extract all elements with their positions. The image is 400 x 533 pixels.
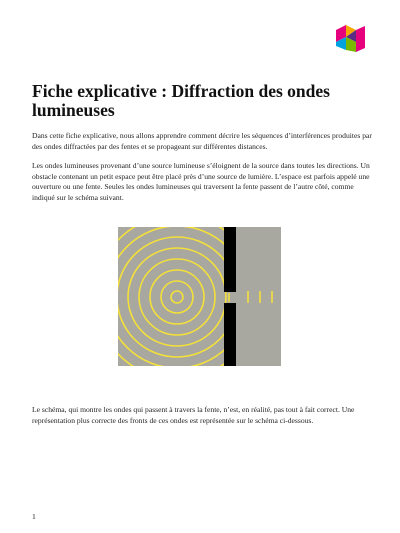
page-title: Fiche explicative : Diffraction des ondes lumineuses xyxy=(32,81,330,120)
explanation-paragraph: Les ondes lumineuses provenant d’une source lumineuse s’éloignent de la source dans toutes les directions. Un obstacle contenant un petit espace peut être placé près d’une source de lumière. L’espace est parfois appelé une ouverture ou une fente. Seules les ondes lumineuses qui traversent la fente passent de l’autre côté, comme indiqué sur le schéma suivant. xyxy=(32,161,370,202)
page-number: 1 xyxy=(32,512,36,521)
barrier-lower xyxy=(224,303,236,366)
diffraction-diagram xyxy=(118,227,281,366)
right-region xyxy=(236,227,281,366)
intro-paragraph: Dans cette fiche explicative, nous allons apprendre comment décrire les séquences d’interférences produites par des ondes diffractées par des fentes et se propageant sur différentes distances. xyxy=(32,131,372,151)
barrier-upper xyxy=(224,227,236,292)
conclusion-paragraph: Le schéma, qui montre les ondes qui passent à travers la fente, n’est, en réalité, pas tout à fait correct. Une représentation plus correcte des fronts de ces ondes est représentée sur le schéma ci-dessous. xyxy=(32,405,355,425)
nagwa-logo-icon xyxy=(334,24,366,54)
